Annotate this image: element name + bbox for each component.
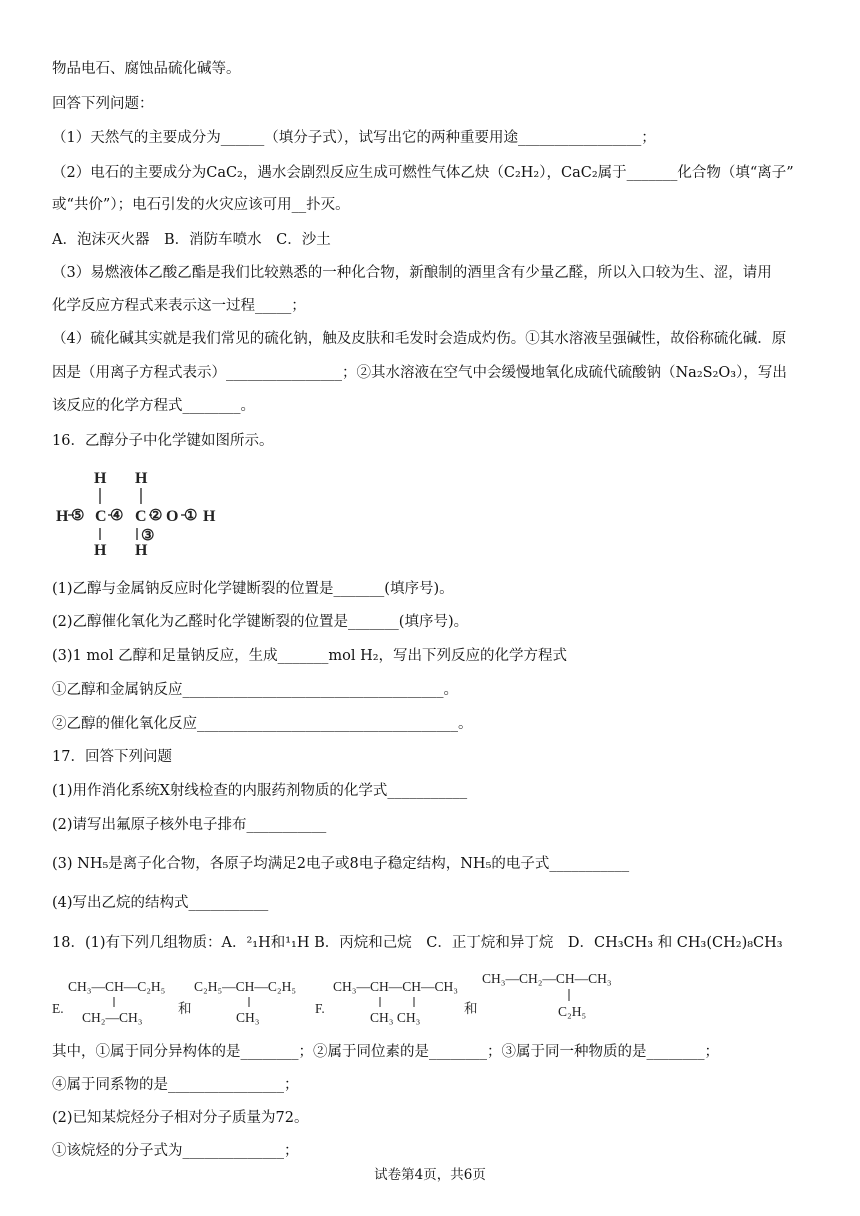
q16-part2: (2)乙醇催化氧化为乙醛时化学键断裂的位置是_______(填序号)。 [52,614,469,630]
q15-part2-line1: （2）电石的主要成分为CaC₂，遇水会剧烈反应生成可燃性气体乙炔（C₂H₂），CaC₂属于_______化合物（填“离子” [52,165,794,181]
bond-label-1: ① [184,508,198,524]
e2-branch: CH₃ [236,1010,260,1025]
label-e: E. [52,1001,64,1016]
q15-part4-line3: 该反应的化学方程式________。 [52,398,255,414]
and-f: 和 [464,1001,478,1016]
q18-part2: (2)已知某烷烃分子相对分子质量为72。 [52,1110,309,1126]
text-line-1: 物品电石、腐蚀品硫化碱等。 [52,61,241,77]
q17-part1: (1)用作消化系统X射线检查的内服药剂物质的化学式___________ [52,783,468,799]
atom-h-top-2: H [135,470,148,487]
q17-part2: (2)请写出氟原子核外电子排布___________ [52,817,327,833]
q18-part1-answer4: ④属于同系物的是________________； [52,1077,299,1093]
e1-branch: CH₂—CH₃ [82,1010,143,1025]
bond-label-4: ④ [110,508,124,524]
isomer-structures [52,973,802,1031]
q18-part2-formula: ①该烷烃的分子式为______________； [52,1143,299,1159]
q15-options: A．泡沫灭火器 B．消防车喷水 C．沙土 [52,232,331,248]
f2-main-chain: CH₃—CH₂—CH—CH₃ [482,973,612,986]
q15-part4-line2: 因是（用离子方程式表示）________________；②其水溶液在空气中会缓慢地氧化成硫代硫酸钠（Na₂S₂O₃），写出 [52,365,787,381]
q17-part3: (3) NH₅是离子化合物，各原子均满足2电子或8电子稳定结构，NH₅的电子式___________ [52,856,630,872]
q17-part4: (4)写出乙烷的结构式___________ [52,895,269,911]
q16-part1: (1)乙醇与金属钠反应时化学键断裂的位置是_______(填序号)。 [52,581,454,597]
atom-h-oh: H [203,508,216,525]
label-f: F. [315,1001,325,1016]
q16-part3: (3)1 mol 乙醇和足量钠反应，生成_______mol H₂，写出下列反应的化学方程式 [52,648,568,664]
f1-main-chain: CH₃—CH—CH—CH₃ [333,979,458,994]
atom-h-bottom-1: H [94,542,107,559]
atom-c1: C [95,508,107,525]
ethanol-structure-diagram [52,470,242,565]
text-line-2: 回答下列问题： [52,96,154,112]
q17-title: 17．回答下列问题 [52,749,172,765]
atom-h-bottom-2: H [135,542,148,559]
e1-main-chain: CH₃—CH—C₂H₅ [68,979,166,994]
e2-main-chain: C₂H₅—CH—C₂H₅ [194,979,297,994]
and-e: 和 [178,1001,192,1016]
bond-label-5: ⑤ [71,508,85,524]
q16-reaction-1: ①乙醇和金属钠反应____________________________________。 [52,682,458,698]
atom-h-left: H [56,508,69,525]
q15-part1: （1）天然气的主要成分为______（填分子式），试写出它的两种重要用途_________________； [52,130,656,146]
bond-label-3: ③ [141,528,155,544]
q16-title: 16．乙醇分子中化学键如图所示。 [52,433,274,449]
q15-part2-line2: 或“共价”）；电石引发的火灾应该可用__扑灭。 [52,197,350,213]
q15-part4-line1: （4）硫化碱其实就是我们常见的硫化钠，触及皮肤和毛发时会造成灼伤。①其水溶液呈强碱性，故俗称硫化碱．原 [52,331,787,347]
f1-branches: CH₃ CH₃ [370,1010,421,1025]
page-footer: 试卷第4页，共6页 [374,1167,486,1183]
q15-part3-line1: （3）易燃液体乙酸乙酯是我们比较熟悉的一种化合物，新酿制的酒里含有少量乙醛，所以入口较为生、涩，请用 [52,265,772,281]
q18-part1: 18．(1)有下列几组物质：A．²₁H和¹₁H B．丙烷和己烷 C．正丁烷和异丁烷 D．CH₃CH₃ 和 CH₃(CH₂)₈CH₃ [52,935,783,951]
atom-c2: C [135,508,147,525]
q18-part1-answers: 其中，①属于同分异构体的是________；②属于同位素的是________；③属于同一种物质的是________； [52,1044,719,1060]
q15-part3-line2: 化学反应方程式来表示这一过程_____； [52,298,306,314]
atom-h-top-1: H [94,470,107,487]
bond-label-2: ② [149,508,163,524]
q16-reaction-2: ②乙醇的催化氧化反应____________________________________。 [52,716,473,732]
atom-o: O [166,508,179,525]
f2-branch: C₂H₅ [558,1004,587,1019]
